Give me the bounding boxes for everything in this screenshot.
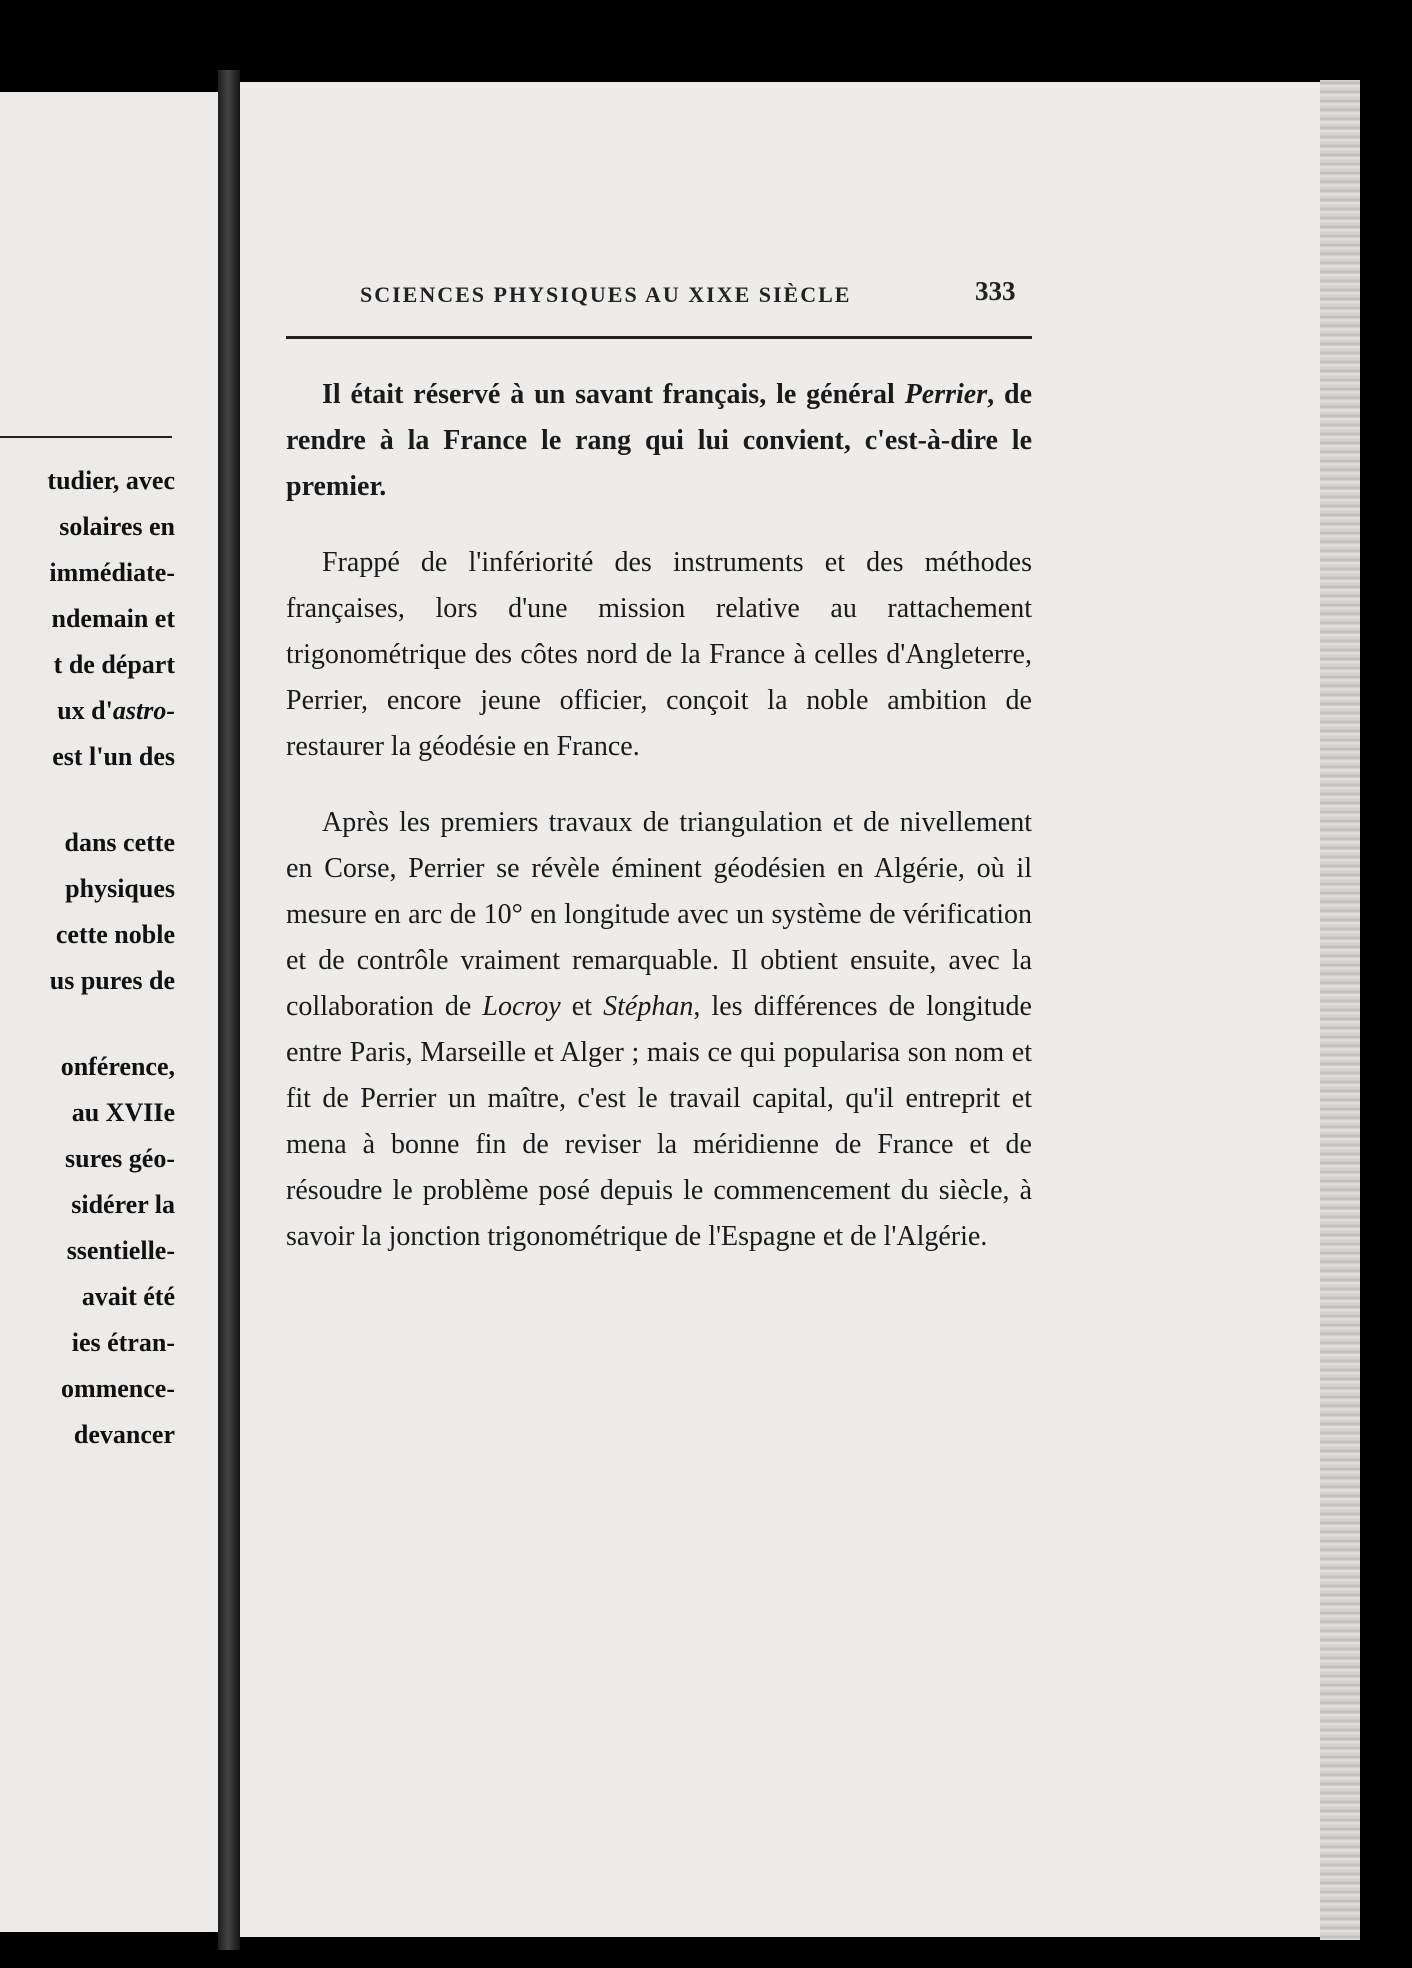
left-page-line: physiques [65, 874, 175, 903]
left-page-line: sures géo- [64, 1144, 175, 1173]
emphasis-stephan: Stéphan [603, 991, 694, 1022]
page-number: 333 [975, 276, 1016, 306]
paragraph-3: Après les premiers travaux de triangulation et de nivellement en Corse, Perrier se révèle éminent géodésien en Algérie, où il mesure en arc de 10° en longitude avec un système de vérification et de contrôle vraiment remarquable. Il obtient ensuite, avec la collaboration de Locroy et Stéphan, les différences de longitude entre Paris, Marseille et Alger ; mais ce qui popularisa son nom et fit de Perrier un maître, c'est le travail capital, qu'il entreprit et mena à bonne fin de reviser la méridienne de France et de résoudre le problème posé depuis le commencement du siècle, à savoir la jonction trigonométrique de l'Espagne et de l'Algérie. [286, 807, 1032, 1252]
left-page-line: avait été [81, 1282, 175, 1311]
left-page-line: ommence- [60, 1374, 175, 1403]
left-page-line: dans cette [64, 828, 175, 857]
left-page-line: t de départ [53, 650, 175, 679]
left-page-line: ies étran- [71, 1328, 175, 1357]
paragraph-1: Il était réservé à un savant français, le général Perrier, de rendre à la France le rang qui lui convient, c'est-à-dire le premier. [286, 379, 1033, 502]
paragraph-2: Frappé de l'infériorité des instruments et des méthodes françaises, lors d'une mission relative au rattachement trigonométrique des côtes nord de la France à celles d'Angleterre, Perrier, encore jeune officier, conçoit la noble ambition de restaurer la géodésie en France. [286, 547, 1032, 762]
left-page-line: cette noble [55, 920, 175, 949]
page-edge [1320, 80, 1360, 1940]
left-page-line: immédiate- [49, 558, 175, 587]
body-text [286, 372, 1032, 1290]
left-page-line: ndemain et [51, 604, 175, 633]
left-page [0, 92, 218, 1932]
book-gutter [218, 70, 240, 1950]
left-page-line: au XVIIe [71, 1098, 175, 1127]
emphasis-locroy: Locroy [482, 991, 561, 1022]
left-page-line: ssentielle- [66, 1236, 175, 1265]
left-page-line: sidérer la [71, 1190, 175, 1219]
left-page-line: onférence, [60, 1052, 175, 1081]
left-page-line: us pures de [49, 966, 175, 995]
emphasis-perrier: Perrier [904, 379, 988, 410]
left-page-line: solaires en [59, 512, 175, 541]
left-page-line: est l'un des [52, 742, 175, 771]
left-page-line: devancer [73, 1420, 175, 1449]
left-page-rule [0, 436, 172, 438]
left-page-line: tudier, avec [47, 466, 175, 495]
header-rule [286, 336, 1032, 339]
left-page-line: ux d'astro- [57, 696, 175, 725]
running-head: SCIENCES PHYSIQUES AU XIXE SIÈCLE [360, 282, 852, 307]
